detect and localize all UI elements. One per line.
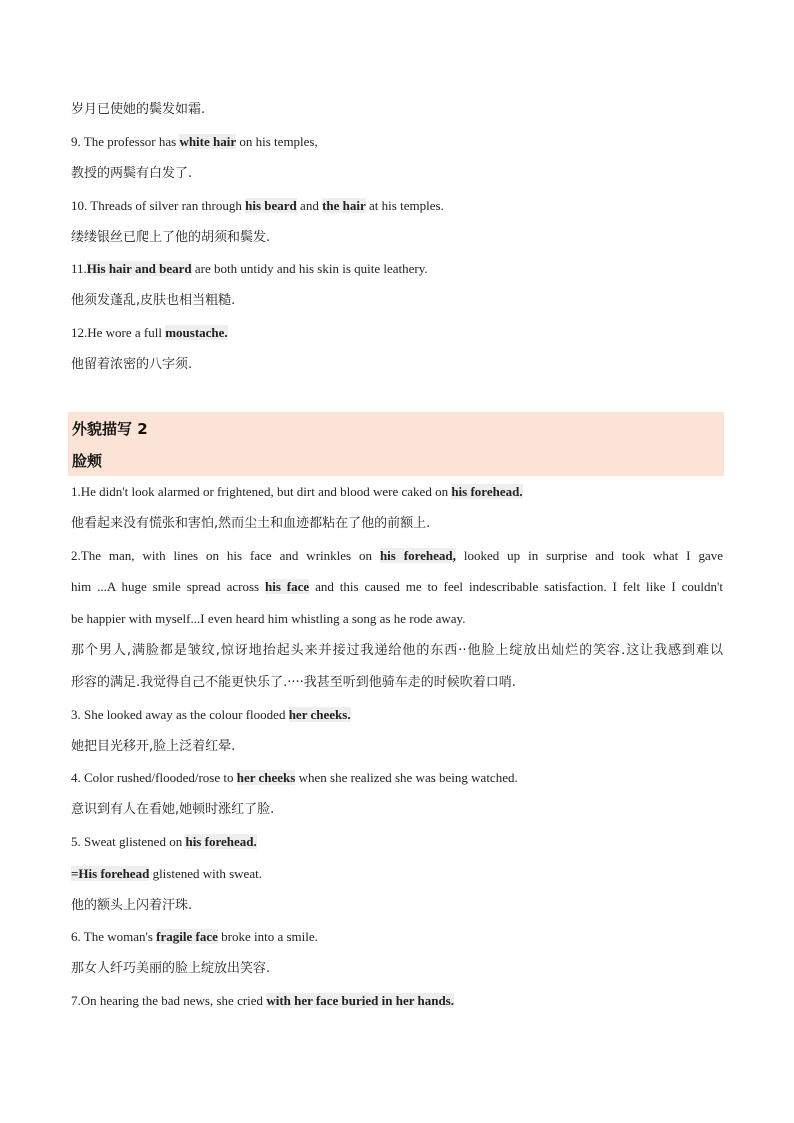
translation-line: 教授的两鬓有白发了. <box>71 166 193 181</box>
translation-line: 他须发蓬乱,皮肤也相当粗糙. <box>71 293 236 308</box>
example-sentence: 4. Color rushed/flooded/rose to her cheeks when she realized she was being watched. <box>71 770 518 785</box>
translation-line: 岁月已使她的鬓发如霜. <box>71 102 206 117</box>
example-sentence: =His forehead glistened with sweat. <box>71 866 262 881</box>
subsection-heading-band <box>68 444 724 476</box>
translation-line: 意识到有人在看她,她顿时涨红了脸. <box>71 802 275 817</box>
example-sentence-cont: him ...A huge smile spread across his face and this caused me to feel indescribable satisfaction. I felt like I couldn't <box>71 579 723 594</box>
example-sentence: 3. She looked away as the colour flooded her cheeks. <box>71 707 351 722</box>
example-sentence: 11.His hair and beard are both untidy and his skin is quite leathery. <box>71 261 428 276</box>
example-sentence: 2.The man, with lines on his face and wrinkles on his forehead, looked up in surprise and took what I gave <box>71 548 723 563</box>
example-sentence: 9. The professor has white hair on his temples, <box>71 134 318 149</box>
example-sentence: 10. Threads of silver ran through his beard and the hair at his temples. <box>71 198 444 213</box>
translation-line: 他的额头上闪着汗珠. <box>71 898 193 913</box>
example-sentence: 12.He wore a full moustache. <box>71 325 228 340</box>
example-sentence-cont: be happier with myself...I even heard him whistling a song as he rode away. <box>71 611 466 626</box>
translation-line: 缕缕银丝已爬上了他的胡须和鬓发. <box>71 230 271 245</box>
translation-line-cont: 形容的满足.我觉得自己不能更快乐了.····我甚至听到他骑车走的时候吹着口哨. <box>71 675 516 690</box>
translation-line: 那女人纤巧美丽的脸上绽放出笑容. <box>71 961 271 976</box>
translation-line: 他看起来没有慌张和害怕,然而尘土和血迹都粘在了他的前额上. <box>71 516 431 531</box>
example-sentence: 5. Sweat glistened on his forehead. <box>71 834 257 849</box>
example-sentence: 7.On hearing the bad news, she cried with her face buried in her hands. <box>71 993 454 1008</box>
translation-line: 他留着浓密的八字须. <box>71 357 193 372</box>
subsection-heading: 脸颊 <box>72 452 103 470</box>
translation-line: 她把目光移开,脸上泛着红晕. <box>71 739 236 754</box>
section-heading: 外貌描写 2 <box>72 420 148 438</box>
section-heading-band <box>68 412 724 444</box>
example-sentence: 1.He didn't look alarmed or frightened, but dirt and blood were caked on his forehead. <box>71 484 523 499</box>
translation-line: 那个男人,满脸都是皱纹,惊讶地抬起头来并接过我递给他的东西··他脸上绽放出灿烂的笑容.这让我感到难以 <box>71 643 723 658</box>
example-sentence: 6. The woman's fragile face broke into a smile. <box>71 929 318 944</box>
